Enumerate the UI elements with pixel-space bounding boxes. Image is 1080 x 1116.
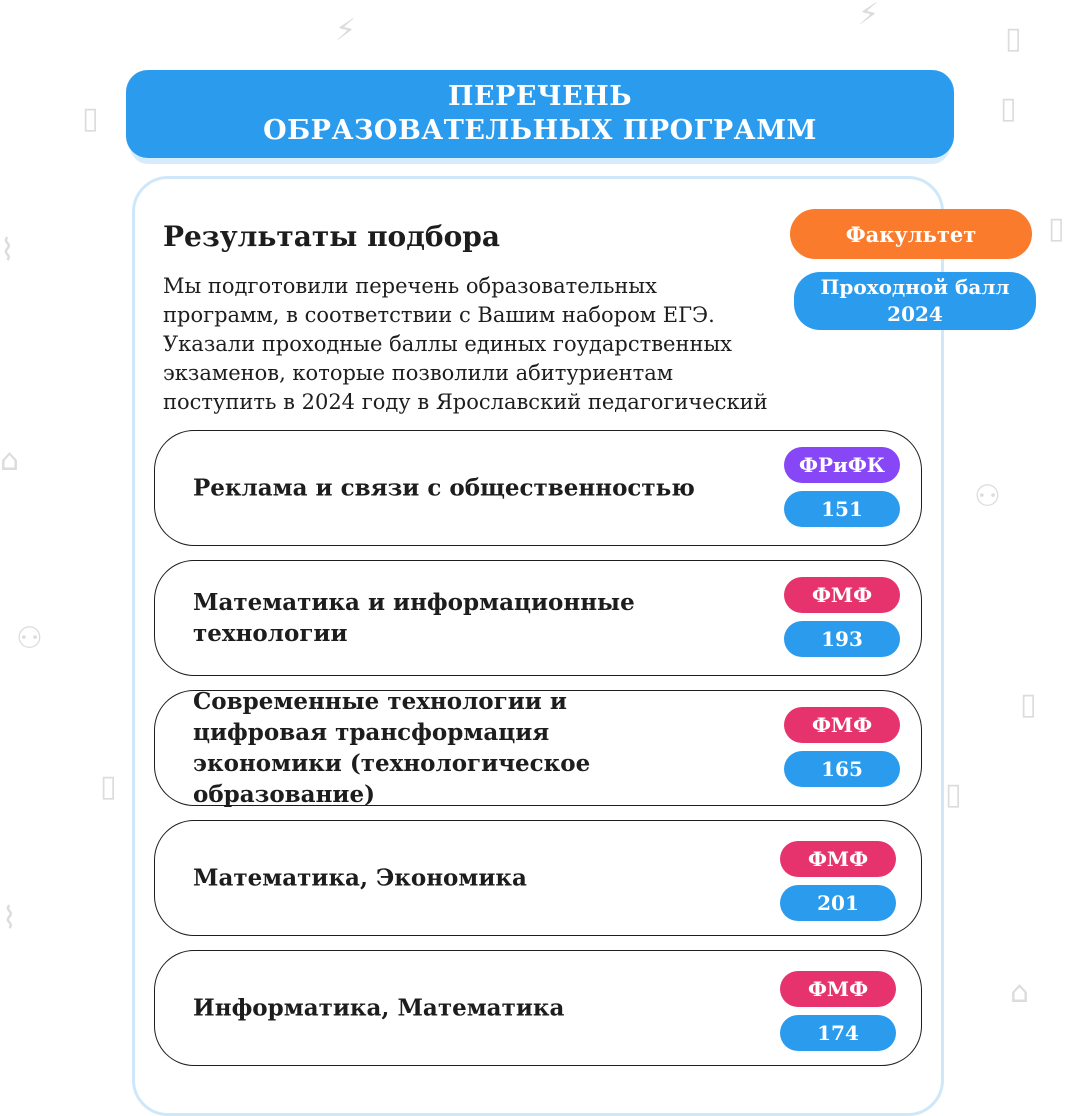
program-card[interactable] bbox=[154, 820, 922, 936]
legend-score-badge bbox=[794, 272, 1036, 330]
faculty-badge: ФМФ bbox=[780, 971, 896, 1007]
program-title: Математика, Экономика bbox=[193, 864, 527, 892]
lightning-icon: ⚡ bbox=[335, 13, 357, 48]
faculty-badge: ФРиФК bbox=[784, 447, 900, 483]
legend-score-label-line2: 2024 bbox=[887, 302, 943, 326]
faculty-badge: ФМФ bbox=[784, 577, 900, 613]
book-icon: ▯ bbox=[945, 777, 962, 812]
faculty-badge: ФМФ bbox=[780, 841, 896, 877]
faculty-badge: ФМФ bbox=[784, 707, 900, 743]
program-title: Математика и информационные технологии bbox=[193, 589, 635, 647]
description-line: Мы подготовили перечень образовательных bbox=[163, 274, 657, 298]
score-badge: 174 bbox=[780, 1015, 896, 1051]
people-icon: ⚇ bbox=[16, 621, 43, 656]
description-line: экзаменов, которые позволили абитуриентам bbox=[163, 361, 674, 385]
banner-title-line2: ОБРАЗОВАТЕЛЬНЫХ ПРОГРАММ bbox=[263, 115, 817, 146]
program-title: Современные технологии и цифровая трансформация экономики (технологическое образование) bbox=[193, 688, 591, 808]
program-card[interactable] bbox=[154, 430, 922, 546]
graduation-cap-icon: ⌂ bbox=[0, 443, 20, 478]
graduation-cap-icon: ⌂ bbox=[1010, 975, 1030, 1010]
legend-faculty-label: Факультет bbox=[845, 221, 977, 247]
program-card[interactable] bbox=[154, 690, 922, 806]
book-icon: ▯ bbox=[82, 101, 99, 136]
people-icon: ⚇ bbox=[974, 479, 1001, 514]
banner-title-line1: ПЕРЕЧЕНЬ bbox=[448, 81, 632, 112]
score-badge: 193 bbox=[784, 621, 900, 657]
book-icon: ▯ bbox=[1020, 687, 1037, 722]
program-title: Реклама и связи с общественностью bbox=[193, 474, 695, 502]
description-line: программ, в соответствии с Вашим набором ЕГЭ. bbox=[163, 303, 715, 327]
description-line: поступить в 2024 году в Ярославский педагогический bbox=[163, 390, 768, 414]
score-badge: 165 bbox=[784, 751, 900, 787]
program-card[interactable] bbox=[154, 950, 922, 1066]
program-card[interactable] bbox=[154, 560, 922, 676]
description-line: Указали проходные баллы единых гоударственных bbox=[163, 332, 733, 356]
paperclip-icon: ⌇ bbox=[0, 233, 15, 268]
book-icon: ▯ bbox=[1048, 211, 1065, 246]
results-description bbox=[163, 272, 803, 417]
book-icon: ▯ bbox=[1000, 91, 1017, 126]
paperclip-icon: ⌇ bbox=[2, 901, 17, 936]
score-badge: 151 bbox=[784, 491, 900, 527]
book-icon: ▯ bbox=[100, 769, 117, 804]
legend-score-label-line1: Проходной балл bbox=[820, 275, 1010, 299]
program-title: Информатика, Математика bbox=[193, 994, 565, 1022]
header-banner bbox=[126, 70, 954, 158]
lightning-icon: ⚡ bbox=[858, 0, 880, 32]
results-title: Результаты подбора bbox=[163, 220, 500, 253]
legend-faculty-badge bbox=[790, 209, 1032, 259]
score-badge: 201 bbox=[780, 885, 896, 921]
book-icon: ▯ bbox=[1005, 21, 1022, 56]
